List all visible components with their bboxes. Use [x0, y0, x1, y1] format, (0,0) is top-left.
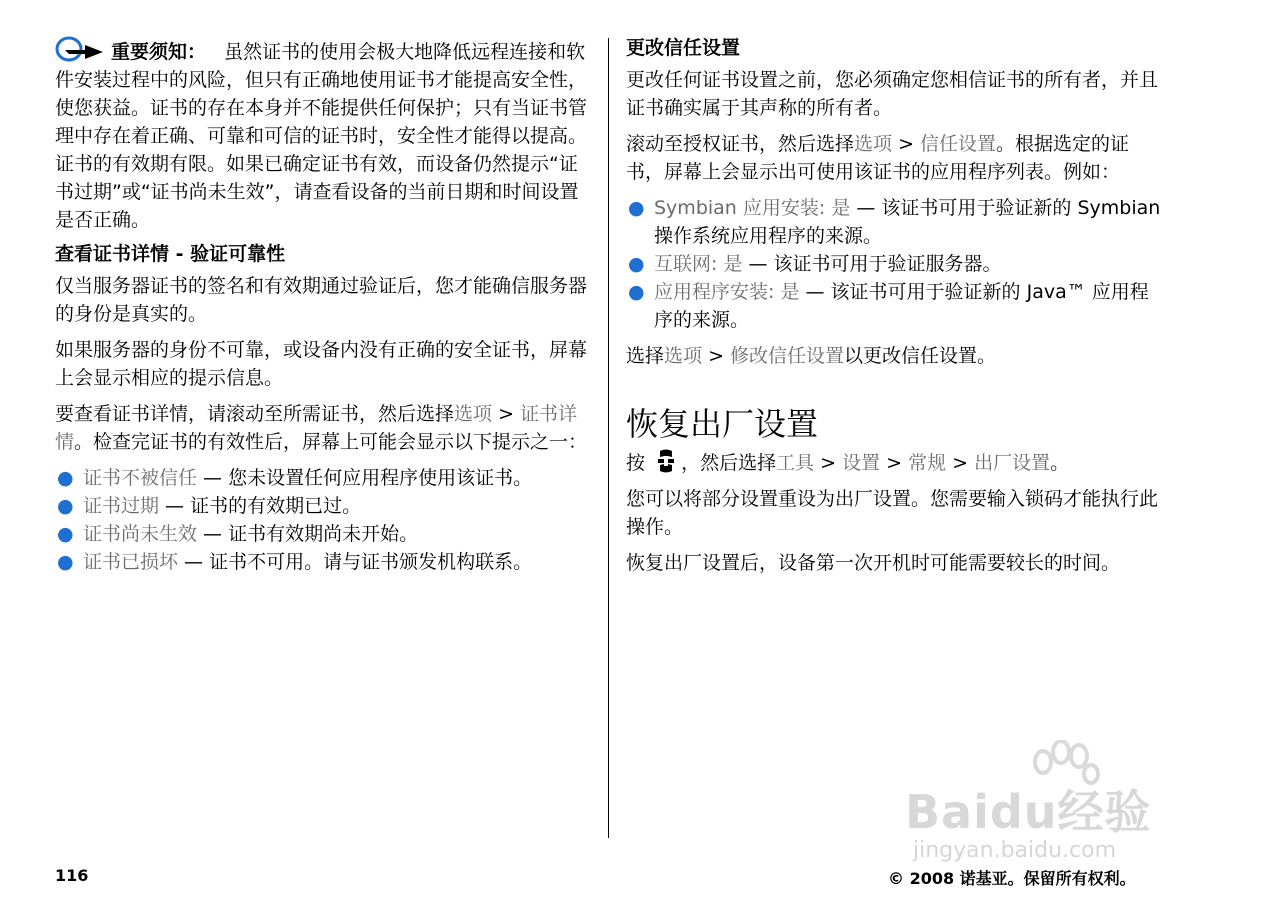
section-title-factory-reset: 恢复出厂设置: [626, 405, 819, 443]
menu-link-settings: 设置: [842, 452, 881, 474]
list-item: [55, 520, 595, 548]
paragraph-trust-settings: [626, 130, 1166, 186]
menu-link-options: 选项: [854, 133, 893, 155]
list-value: : 是: [818, 197, 851, 219]
list-term: Symbian 应用安装: [654, 197, 819, 219]
important-note: [55, 34, 595, 234]
list-term: 证书过期: [83, 495, 160, 517]
separator: >: [880, 452, 909, 474]
paragraph-view-details: [55, 400, 595, 456]
menu-link-options: 选项: [664, 345, 703, 367]
paragraph-modify-trust: [626, 342, 1166, 370]
list-item: [55, 492, 595, 520]
list-term: 应用程序安装: [654, 281, 769, 303]
watermark-url: jingyan.baidu.com: [913, 838, 1117, 863]
paragraph-factory-reset-path: [626, 448, 1166, 477]
paragraph: 更改任何证书设置之前，您必须确定您相信证书的所有者，并且证书确实属于其声称的所有者。: [626, 69, 1159, 119]
list-term: 证书已损坏: [83, 551, 179, 573]
bullet-icon: ●: [57, 523, 74, 545]
bullet-icon: ●: [57, 467, 74, 489]
section-heading-view-certificate: 查看证书详情 - 验证可靠性: [55, 243, 286, 265]
list-text: — 该证书可用于验证服务器。: [742, 253, 1002, 275]
certificate-warning-list: [55, 464, 595, 576]
list-term: 证书不被信任: [83, 467, 198, 489]
text: 要查看证书详情，请滚动至所需证书，然后选择: [55, 403, 455, 425]
trust-application-list: [626, 194, 1166, 334]
separator: >: [492, 403, 521, 425]
page-number: 116: [55, 866, 89, 885]
list-text: — 该证书可用于验证新的 Java™ 应用程序的来源。: [654, 281, 1149, 331]
list-value: : 是: [768, 281, 800, 303]
list-text: — 您未设置任何应用程序使用该证书。: [197, 467, 533, 489]
list-item: [55, 464, 595, 492]
menu-link-certificate-details: 证书详情: [55, 403, 578, 453]
section-heading-change-trust: 更改信任设置: [626, 37, 741, 59]
text: ，然后选择: [681, 452, 777, 474]
separator: >: [892, 133, 921, 155]
paragraph: 仅当服务器证书的签名和有效期通过验证后，您才能确信服务器的身份是真实的。: [55, 275, 588, 325]
menu-link-tools: 工具: [776, 452, 815, 474]
hand-pointer-icon: [55, 34, 111, 64]
note-text: 虽然证书的使用会极大地降低远程连接和软件安装过程中的风险，但只有正确地使用证书才能提高安全性，使您获益。证书的存在本身并不能提供任何保护；只有当证书管理中存在着正确、可靠和可信的证书时，安全性才能得以提高。证书的有效期有限。如果已确定证书有效，而设备仍然提示“证书过期”或“证书尚未生效”，请查看设备的当前日期和时间设置是否正确。: [55, 41, 588, 231]
separator: >: [702, 345, 731, 367]
bullet-icon: ●: [628, 253, 645, 275]
menu-link-factory-settings: 出厂设置: [974, 452, 1051, 474]
list-term: 互联网: [654, 253, 712, 275]
list-text: — 证书的有效期已过。: [159, 495, 362, 517]
text: 滚动至授权证书，然后选择: [626, 133, 855, 155]
list-value: : 是: [711, 253, 743, 275]
bullet-icon: ●: [628, 281, 645, 303]
right-column: [626, 34, 1166, 585]
list-item: [626, 278, 1166, 334]
menu-link-modify-trust: 修改信任设置: [730, 345, 845, 367]
bullet-icon: ●: [57, 495, 74, 517]
menu-key-icon: [655, 448, 677, 474]
list-item: [55, 548, 595, 576]
baidu-watermark: [905, 740, 1205, 870]
column-divider: [608, 38, 609, 838]
separator: >: [946, 452, 975, 474]
text: 按: [626, 452, 646, 474]
menu-link-trust-settings: 信任设置: [920, 133, 997, 155]
list-text: — 证书不可用。请与证书颁发机构联系。: [178, 551, 533, 573]
text: 选择: [626, 345, 665, 367]
paragraph: 如果服务器的身份不可靠，或设备内没有正确的安全证书，屏幕上会显示相应的提示信息。: [55, 339, 588, 389]
bullet-icon: ●: [628, 197, 645, 219]
left-column: [55, 34, 595, 584]
bullet-icon: ●: [57, 551, 74, 573]
text: 。根据选定的证书，屏幕上会显示出可使用该证书的应用程序列表。例如：: [626, 133, 1130, 183]
text: 。检查完证书的有效性后，屏幕上可能会显示以下提示之一：: [74, 431, 588, 453]
paragraph: 恢复出厂设置后，设备第一次开机时可能需要较长的时间。: [626, 552, 1121, 574]
copyright: © 2008 诺基亚。保留所有权利。: [888, 869, 1136, 888]
list-item: [626, 250, 1166, 278]
list-term: 证书尚未生效: [83, 523, 198, 545]
text: 。: [1050, 452, 1070, 474]
watermark-logo: Baidu经验: [905, 785, 1152, 839]
paragraph: 您可以将部分设置重设为出厂设置。您需要输入锁码才能执行此操作。: [626, 488, 1159, 538]
note-label: 重要须知：: [111, 41, 207, 63]
list-item: [626, 194, 1166, 250]
separator: >: [814, 452, 843, 474]
menu-link-general: 常规: [908, 452, 947, 474]
list-text: — 该证书可用于验证新的 Symbian 操作系统应用程序的来源。: [654, 197, 1161, 247]
menu-link-options: 选项: [454, 403, 493, 425]
list-text: — 证书有效期尚未开始。: [197, 523, 419, 545]
text: 以更改信任设置。: [844, 345, 997, 367]
